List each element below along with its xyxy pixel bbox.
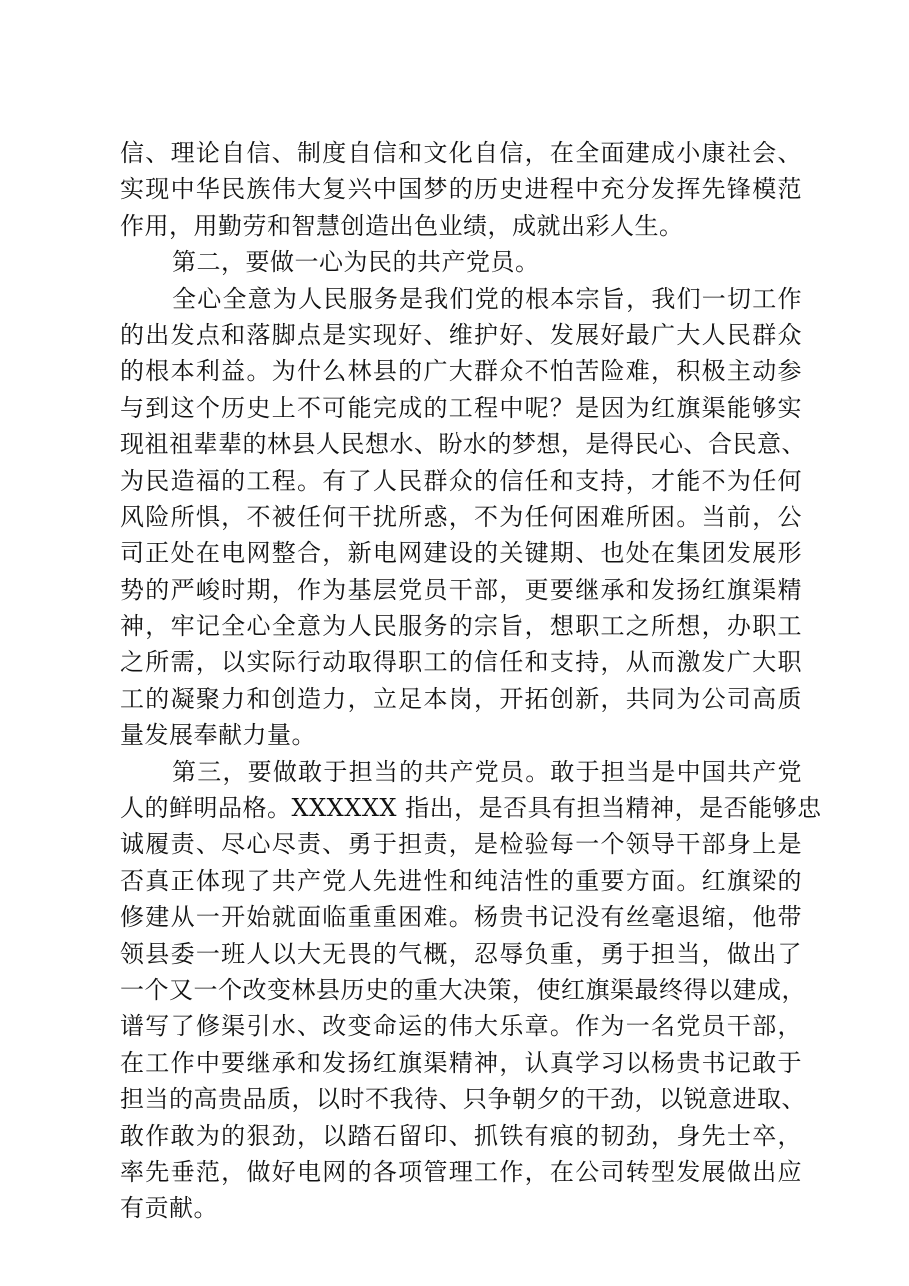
- text-line: 为民造福的工程。有了人民群众的信任和支持，才能不为任何: [120, 466, 802, 495]
- text-line: 否真正体现了共产党人先进性和纯洁性的重要方面。红旗梁的: [120, 866, 802, 895]
- document-body: [120, 135, 822, 1227]
- text-line: 有贡献。: [120, 1194, 218, 1223]
- text-line: 率先垂范，做好电网的各项管理工作，在公司转型发展做出应: [120, 1157, 802, 1186]
- text-line: 司正处在电网整合，新电网建设的关键期、也处在集团发展形: [120, 539, 802, 568]
- text-line: 量发展奉献力量。: [120, 721, 316, 750]
- text-line: 全心全意为人民服务是我们党的根本宗旨，我们一切工作: [172, 284, 802, 313]
- text-line: 人的鲜明品格。XXXXXX 指出，是否具有担当精神，是否能够忠: [120, 794, 822, 823]
- text-line: 神，牢记全心全意为人民服务的宗旨，想职工之所想，办职工: [120, 612, 802, 641]
- text-line: 现祖祖辈辈的林县人民想水、盼水的梦想，是得民心、合民意、: [120, 430, 806, 459]
- text-line: 与到这个历史上不可能完成的工程中呢？是因为红旗渠能够实: [120, 393, 802, 422]
- text-line: 谱写了修渠引水、改变命运的伟大乐章。作为一名党员干部，: [120, 1012, 802, 1041]
- text-line: 修建从一开始就面临重重困难。杨贵书记没有丝毫退缩，他带: [120, 903, 802, 932]
- text-line: 的根本利益。为什么林县的广大群众不怕苦险难，积极主动参: [120, 357, 802, 386]
- text-line: 风险所惧，不被任何干扰所惑，不为任何困难所困。当前，公: [120, 502, 802, 531]
- text-line: 作用，用勤劳和智慧创造出色业绩，成就出彩人生。: [120, 211, 684, 240]
- text-line: 在工作中要继承和发扬红旗渠精神，认真学习以杨贵书记敢于: [120, 1048, 802, 1077]
- text-line: 诚履责、尽心尽责、勇于担责，是检验每一个领导干部身上是: [120, 830, 802, 859]
- text-line: 之所需，以实际行动取得职工的信任和支持，从而激发广大职: [120, 648, 802, 677]
- text-line: 第三，要做敢于担当的共产党员。敢于担当是中国共产党: [172, 757, 802, 786]
- text-line: 的出发点和落脚点是实现好、维护好、发展好最广大人民群众: [120, 320, 802, 349]
- text-line: 一个又一个改变林县历史的重大决策，使红旗渠最终得以建成，: [120, 975, 806, 1004]
- text-line: 工的凝聚力和创造力，立足本岗，开拓创新，共同为公司高质: [120, 684, 802, 713]
- text-line: 担当的高贵品质，以时不我待、只争朝夕的干劲，以锐意进取、: [120, 1085, 806, 1114]
- text-line: 信、理论自信、制度自信和文化自信，在全面建成小康社会、: [120, 139, 802, 167]
- text-line: 领县委一班人以大无畏的气概，忍辱负重，勇于担当，做出了: [120, 939, 802, 968]
- text-line: 第二，要做一心为民的共产党员。: [172, 248, 540, 277]
- text-line: 敢作敢为的狠劲，以踏石留印、抓铁有痕的韧劲，身先士卒，: [120, 1121, 802, 1150]
- text-line: 势的严峻时期，作为基层党员干部，更要继承和发扬红旗渠精: [120, 575, 802, 604]
- text-line: 实现中华民族伟大复兴中国梦的历史进程中充分发挥先锋模范: [120, 175, 802, 204]
